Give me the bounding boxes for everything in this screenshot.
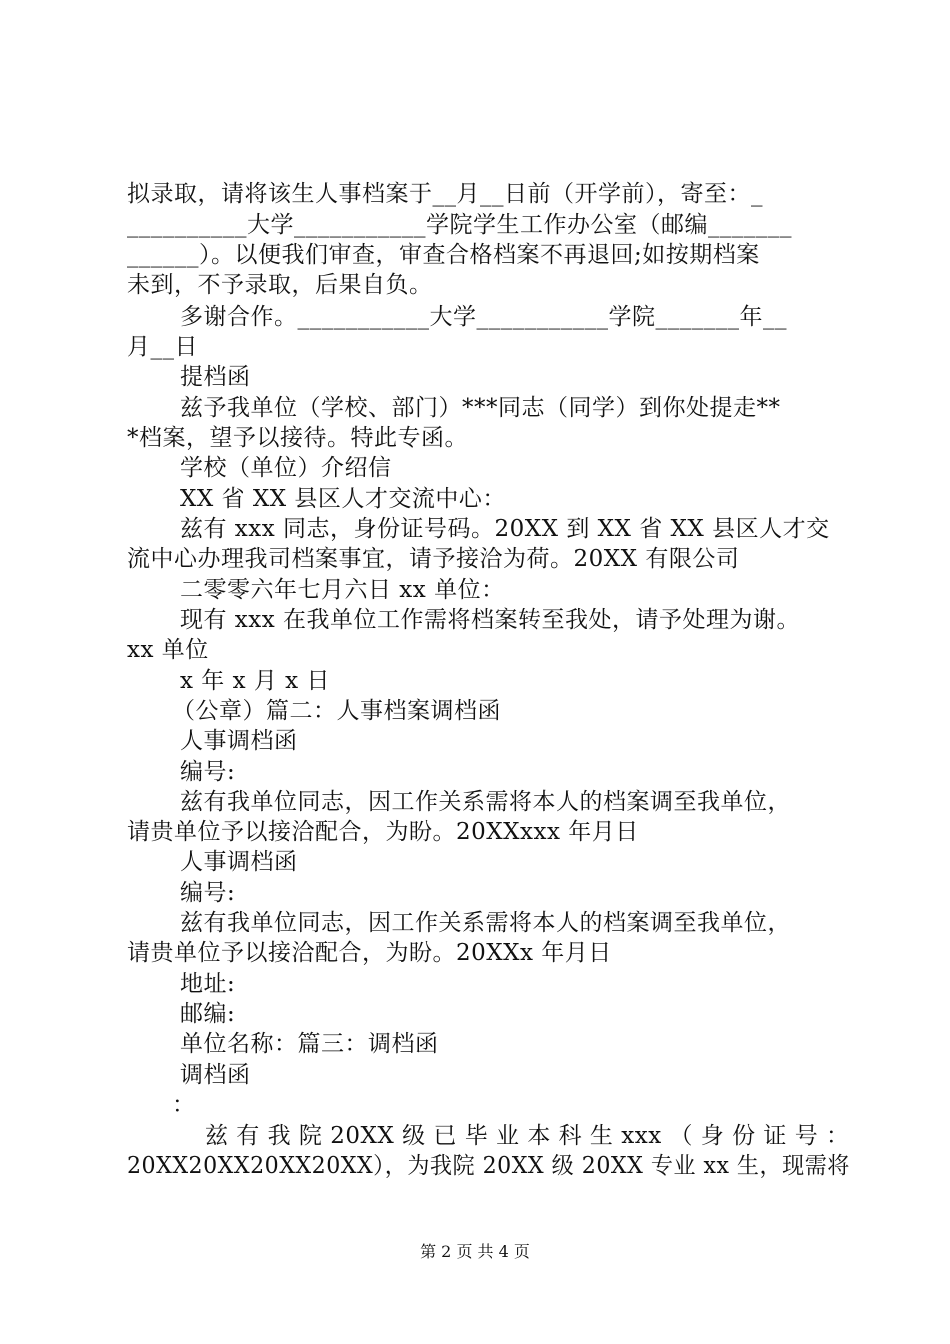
text-line: 请贵单位予以接洽配合，为盼。20XXxxx 年月日: [127, 819, 639, 845]
text-line: 现有 xxx 在我单位工作需将档案转至我处，请予处理为谢。: [180, 607, 801, 633]
text-line: xx 单位: [127, 637, 209, 663]
text-line: 兹 有 我 院 20XX 级 已 毕 业 本 科 生 xxx （ 身 份 证 号 ：: [205, 1123, 850, 1149]
text-line: 兹有我单位同志，因工作关系需将本人的档案调至我单位，: [180, 789, 791, 815]
text-line: 请贵单位予以接洽配合，为盼。20XXx 年月日: [127, 940, 612, 966]
text-line: __________大学___________学院学生工作办公室（邮编_______: [127, 212, 792, 238]
text-line: 二零零六年七月六日 xx 单位：: [180, 577, 505, 603]
text-line: 拟录取，请将该生人事档案于__月__日前（开学前），寄至：_: [127, 181, 763, 207]
heading: 调档函: [180, 1062, 251, 1088]
text-line: 月__日: [127, 334, 198, 360]
heading: 提档函: [180, 364, 251, 390]
page-footer: 第 2 页 共 4 页: [420, 1242, 530, 1261]
text-line: 多谢合作。___________大学___________学院_______年__: [180, 304, 787, 330]
text-line: 未到，不予录取，后果自负。: [127, 272, 433, 298]
text-line: 地址:: [180, 971, 236, 997]
text-line: 兹有我单位同志，因工作关系需将本人的档案调至我单位，: [180, 910, 791, 936]
text-line: 单位名称：篇三：调档函: [180, 1031, 439, 1057]
text-line: 兹予我单位（学校、部门）***同志（同学）到你处提走**: [180, 395, 781, 421]
heading: 学校（单位）介绍信: [180, 455, 392, 481]
text-line: 20XX20XX20XX20XX），为我院 20XX 级 20XX 专业 xx 生，现需将: [127, 1153, 850, 1179]
heading: 人事调档函: [180, 849, 298, 875]
text-line: 流中心办理我司档案事宜，请予接洽为荷。20XX 有限公司: [127, 546, 740, 572]
text-line: x 年 x 月 x 日: [180, 668, 330, 694]
text-line: 邮编:: [180, 1001, 236, 1027]
text-line: ：: [172, 1092, 196, 1118]
text-line: 兹有 xxx 同志，身份证号码。20XX 到 XX 省 XX 县区人才交: [180, 516, 830, 542]
text-line: *档案，望予以接待。特此专函。: [127, 425, 468, 451]
text-line: XX 省 XX 县区人才交流中心：: [180, 486, 506, 512]
heading: 人事调档函: [180, 728, 298, 754]
text-line: ______）。以便我们审查，审查合格档案不再退回;如按期档案: [127, 242, 760, 268]
text-line: 编号:: [180, 880, 236, 906]
text-line: （公章）篇二：人事档案调档函: [172, 698, 501, 724]
text-line: 编号:: [180, 759, 236, 785]
